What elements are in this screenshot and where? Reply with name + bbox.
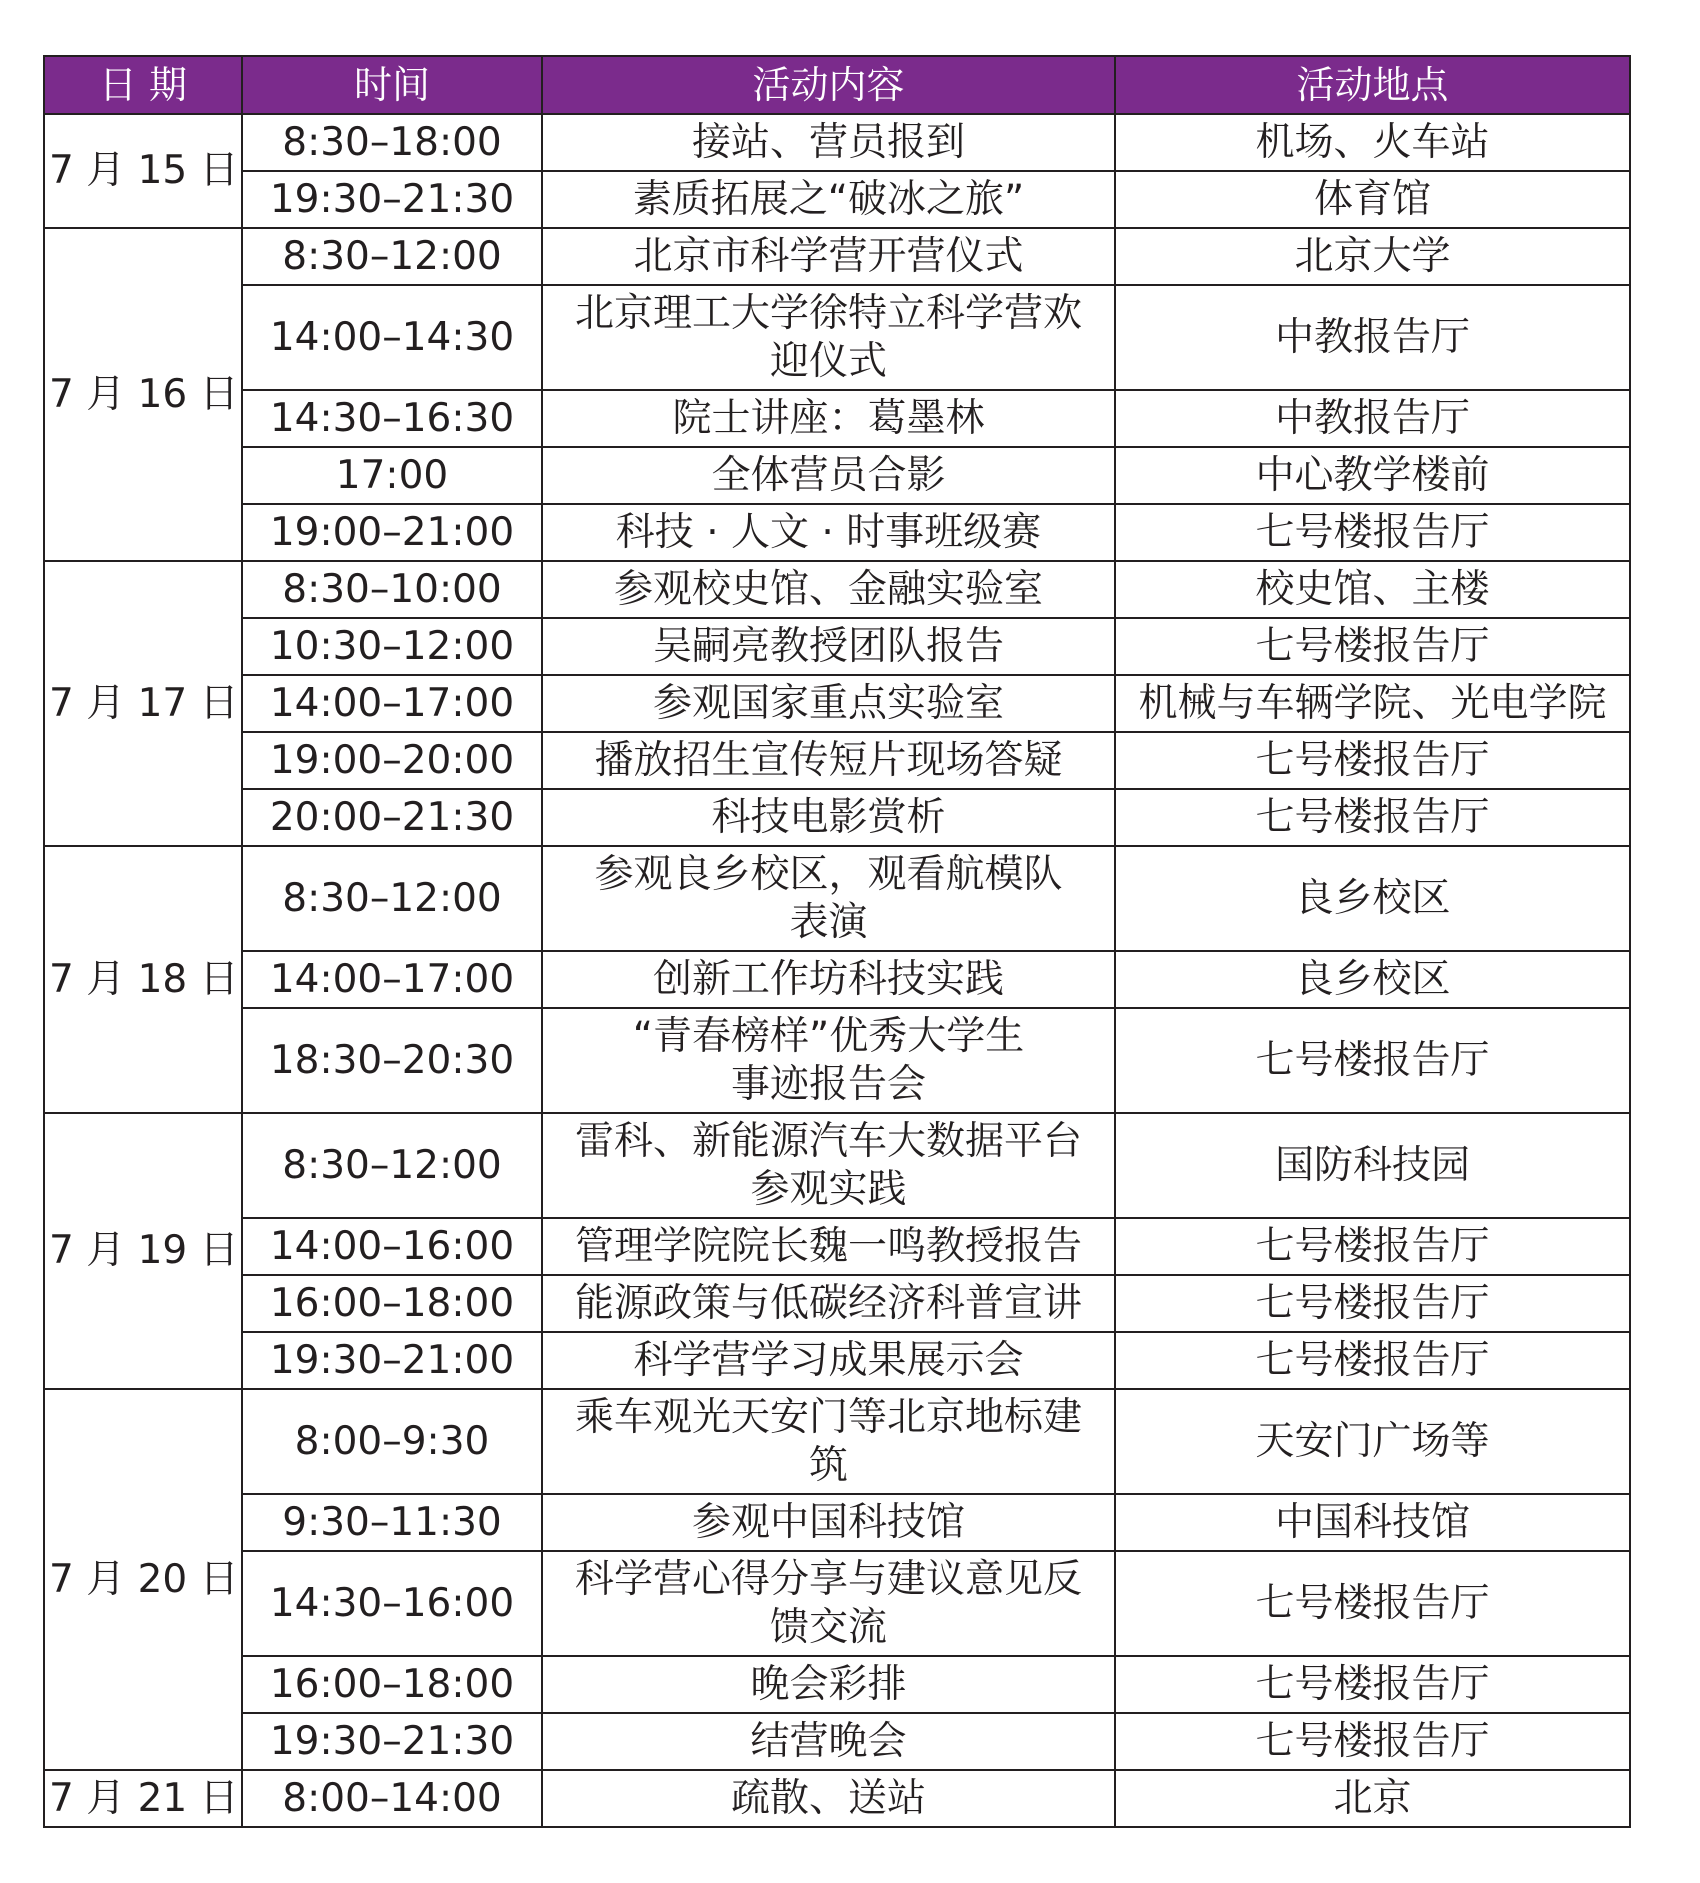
place-cell	[1115, 1389, 1630, 1494]
schedule-table	[43, 55, 1631, 1828]
place-text: 七号楼报告厅	[1255, 737, 1490, 783]
schedule-row	[44, 1008, 1630, 1113]
place-cell	[1115, 732, 1630, 789]
place-text: 北京大学	[1294, 233, 1451, 279]
schedule-row	[44, 1332, 1630, 1389]
activity-text: 参观国家重点实验室	[652, 680, 1004, 726]
time-cell: 9:30–11:30	[242, 1494, 542, 1551]
date-cell: 7 月 16 日	[44, 228, 242, 561]
schedule-row	[44, 732, 1630, 789]
activity-cell	[542, 846, 1115, 951]
schedule-row	[44, 951, 1630, 1008]
activity-text: 雷科、新能源汽车大数据平台 参观实践	[574, 1118, 1082, 1212]
activity-cell	[542, 504, 1115, 561]
activity-text: 素质拓展之“破冰之旅”	[632, 176, 1025, 222]
place-cell	[1115, 618, 1630, 675]
schedule-row	[44, 1656, 1630, 1713]
activity-text: 参观校史馆、金融实验室	[613, 566, 1043, 612]
place-text: 良乡校区	[1294, 956, 1451, 1002]
schedule-row	[44, 114, 1630, 171]
activity-text: 播放招生宣传短片现场答疑	[594, 737, 1063, 783]
place-text: 七号楼报告厅	[1255, 1718, 1490, 1764]
activity-cell	[542, 114, 1115, 171]
schedule-row	[44, 390, 1630, 447]
place-cell	[1115, 675, 1630, 732]
time-cell: 8:30–10:00	[242, 561, 542, 618]
time-cell: 14:30–16:00	[242, 1551, 542, 1656]
place-cell	[1115, 504, 1630, 561]
time-cell: 8:30–12:00	[242, 846, 542, 951]
schedule-row	[44, 789, 1630, 846]
header-activity: 活动内容	[542, 56, 1115, 114]
place-cell	[1115, 561, 1630, 618]
activity-text: 院士讲座：葛墨林	[672, 395, 985, 441]
schedule-row	[44, 1551, 1630, 1656]
date-cell: 7 月 15 日	[44, 114, 242, 228]
place-cell	[1115, 1770, 1630, 1827]
activity-text: 参观良乡校区，观看航模队 表演	[594, 851, 1063, 945]
place-text: 中教报告厅	[1274, 395, 1470, 441]
schedule-row	[44, 447, 1630, 504]
schedule-row	[44, 285, 1630, 390]
time-cell: 19:30–21:00	[242, 1332, 542, 1389]
time-cell: 8:30–12:00	[242, 228, 542, 285]
place-cell	[1115, 1113, 1630, 1218]
place-text: 七号楼报告厅	[1255, 623, 1490, 669]
activity-cell	[542, 390, 1115, 447]
place-text: 七号楼报告厅	[1255, 1337, 1490, 1383]
schedule-row	[44, 1389, 1630, 1494]
time-cell: 8:00–14:00	[242, 1770, 542, 1827]
schedule-row	[44, 228, 1630, 285]
activity-cell	[542, 1332, 1115, 1389]
place-cell	[1115, 171, 1630, 228]
activity-text: 管理学院院长魏一鸣教授报告	[574, 1223, 1082, 1269]
time-cell: 14:00–17:00	[242, 675, 542, 732]
place-cell	[1115, 789, 1630, 846]
time-cell: 20:00–21:30	[242, 789, 542, 846]
place-text: 七号楼报告厅	[1255, 1580, 1490, 1626]
time-cell: 18:30–20:30	[242, 1008, 542, 1113]
table-body	[44, 114, 1630, 1827]
place-text: 中教报告厅	[1274, 314, 1470, 360]
place-cell	[1115, 1656, 1630, 1713]
activity-text: 创新工作坊科技实践	[652, 956, 1004, 1002]
schedule-row	[44, 561, 1630, 618]
activity-cell	[542, 228, 1115, 285]
time-cell: 19:30–21:30	[242, 171, 542, 228]
activity-cell	[542, 675, 1115, 732]
time-cell: 14:00–16:00	[242, 1218, 542, 1275]
activity-text: “青春榜样”优秀大学生 事迹报告会	[632, 1013, 1025, 1107]
place-text: 良乡校区	[1294, 875, 1451, 921]
activity-cell	[542, 1770, 1115, 1827]
activity-text: 疏散、送站	[730, 1775, 926, 1821]
activity-text: 参观中国科技馆	[691, 1499, 965, 1545]
place-text: 中心教学楼前	[1255, 452, 1490, 498]
activity-cell	[542, 951, 1115, 1008]
time-cell: 14:30–16:30	[242, 390, 542, 447]
place-cell	[1115, 1494, 1630, 1551]
activity-cell	[542, 1113, 1115, 1218]
activity-text: 全体营员合影	[711, 452, 946, 498]
place-cell	[1115, 1008, 1630, 1113]
place-text: 机械与车辆学院、光电学院	[1138, 680, 1607, 726]
header-row	[44, 56, 1630, 114]
time-cell: 8:30–12:00	[242, 1113, 542, 1218]
place-cell	[1115, 390, 1630, 447]
schedule-row	[44, 171, 1630, 228]
activity-text: 科技 · 人文 · 时事班级赛	[615, 509, 1042, 555]
time-cell: 19:30–21:30	[242, 1713, 542, 1770]
schedule-row	[44, 1275, 1630, 1332]
date-cell: 7 月 21 日	[44, 1770, 242, 1827]
activity-cell	[542, 732, 1115, 789]
place-text: 七号楼报告厅	[1255, 1223, 1490, 1269]
header-date: 日 期	[44, 56, 242, 114]
activity-cell	[542, 1218, 1115, 1275]
time-cell: 19:00–21:00	[242, 504, 542, 561]
place-text: 北京	[1333, 1775, 1412, 1821]
activity-cell	[542, 1008, 1115, 1113]
schedule-row	[44, 618, 1630, 675]
date-cell: 7 月 20 日	[44, 1389, 242, 1770]
place-text: 天安门广场等	[1255, 1418, 1490, 1464]
schedule-row	[44, 504, 1630, 561]
time-cell: 10:30–12:00	[242, 618, 542, 675]
place-cell	[1115, 951, 1630, 1008]
activity-text: 吴嗣亮教授团队报告	[652, 623, 1004, 669]
date-cell: 7 月 17 日	[44, 561, 242, 846]
place-cell	[1115, 447, 1630, 504]
place-text: 七号楼报告厅	[1255, 509, 1490, 555]
schedule-row	[44, 1494, 1630, 1551]
time-cell: 16:00–18:00	[242, 1656, 542, 1713]
schedule-row	[44, 1113, 1630, 1218]
place-cell	[1115, 846, 1630, 951]
activity-cell	[542, 447, 1115, 504]
activity-cell	[542, 1551, 1115, 1656]
header-place: 活动地点	[1115, 56, 1630, 114]
time-cell: 14:00–14:30	[242, 285, 542, 390]
place-text: 七号楼报告厅	[1255, 1037, 1490, 1083]
activity-cell	[542, 1656, 1115, 1713]
time-cell: 8:00–9:30	[242, 1389, 542, 1494]
place-cell	[1115, 285, 1630, 390]
place-cell	[1115, 1332, 1630, 1389]
activity-cell	[542, 618, 1115, 675]
activity-cell	[542, 561, 1115, 618]
activity-text: 乘车观光天安门等北京地标建 筑	[574, 1394, 1082, 1488]
place-cell	[1115, 228, 1630, 285]
schedule-row	[44, 846, 1630, 951]
activity-text: 北京市科学营开营仪式	[633, 233, 1024, 279]
activity-text: 科技电影赏析	[711, 794, 946, 840]
table-header	[44, 56, 1630, 114]
activity-text: 接站、营员报到	[691, 119, 965, 165]
place-cell	[1115, 1551, 1630, 1656]
activity-cell	[542, 171, 1115, 228]
place-text: 校史馆、主楼	[1255, 566, 1490, 612]
time-cell: 14:00–17:00	[242, 951, 542, 1008]
place-text: 七号楼报告厅	[1255, 1280, 1490, 1326]
place-cell	[1115, 114, 1630, 171]
time-cell: 19:00–20:00	[242, 732, 542, 789]
place-text: 机场、火车站	[1255, 119, 1490, 165]
date-cell: 7 月 18 日	[44, 846, 242, 1113]
schedule-row	[44, 675, 1630, 732]
activity-cell	[542, 1275, 1115, 1332]
place-text: 七号楼报告厅	[1255, 1661, 1490, 1707]
activity-cell	[542, 1494, 1115, 1551]
activity-text: 晚会彩排	[750, 1661, 907, 1707]
time-cell: 16:00–18:00	[242, 1275, 542, 1332]
place-text: 国防科技园	[1274, 1142, 1470, 1188]
time-cell: 17:00	[242, 447, 542, 504]
place-text: 中国科技馆	[1274, 1499, 1470, 1545]
schedule-row	[44, 1218, 1630, 1275]
header-time: 时间	[242, 56, 542, 114]
place-cell	[1115, 1218, 1630, 1275]
activity-text: 科学营心得分享与建议意见反 馈交流	[574, 1556, 1082, 1650]
schedule-row	[44, 1713, 1630, 1770]
activity-text: 科学营学习成果展示会	[633, 1337, 1024, 1383]
place-text: 体育馆	[1313, 176, 1431, 222]
time-cell: 8:30–18:00	[242, 114, 542, 171]
place-cell	[1115, 1713, 1630, 1770]
place-text: 七号楼报告厅	[1255, 794, 1490, 840]
place-cell	[1115, 1275, 1630, 1332]
activity-text: 北京理工大学徐特立科学营欢 迎仪式	[574, 290, 1082, 384]
activity-cell	[542, 1389, 1115, 1494]
activity-cell	[542, 285, 1115, 390]
schedule-row	[44, 1770, 1630, 1827]
date-cell: 7 月 19 日	[44, 1113, 242, 1389]
activity-text: 能源政策与低碳经济科普宣讲	[574, 1280, 1082, 1326]
activity-cell	[542, 789, 1115, 846]
activity-text: 结营晚会	[750, 1718, 907, 1764]
activity-cell	[542, 1713, 1115, 1770]
